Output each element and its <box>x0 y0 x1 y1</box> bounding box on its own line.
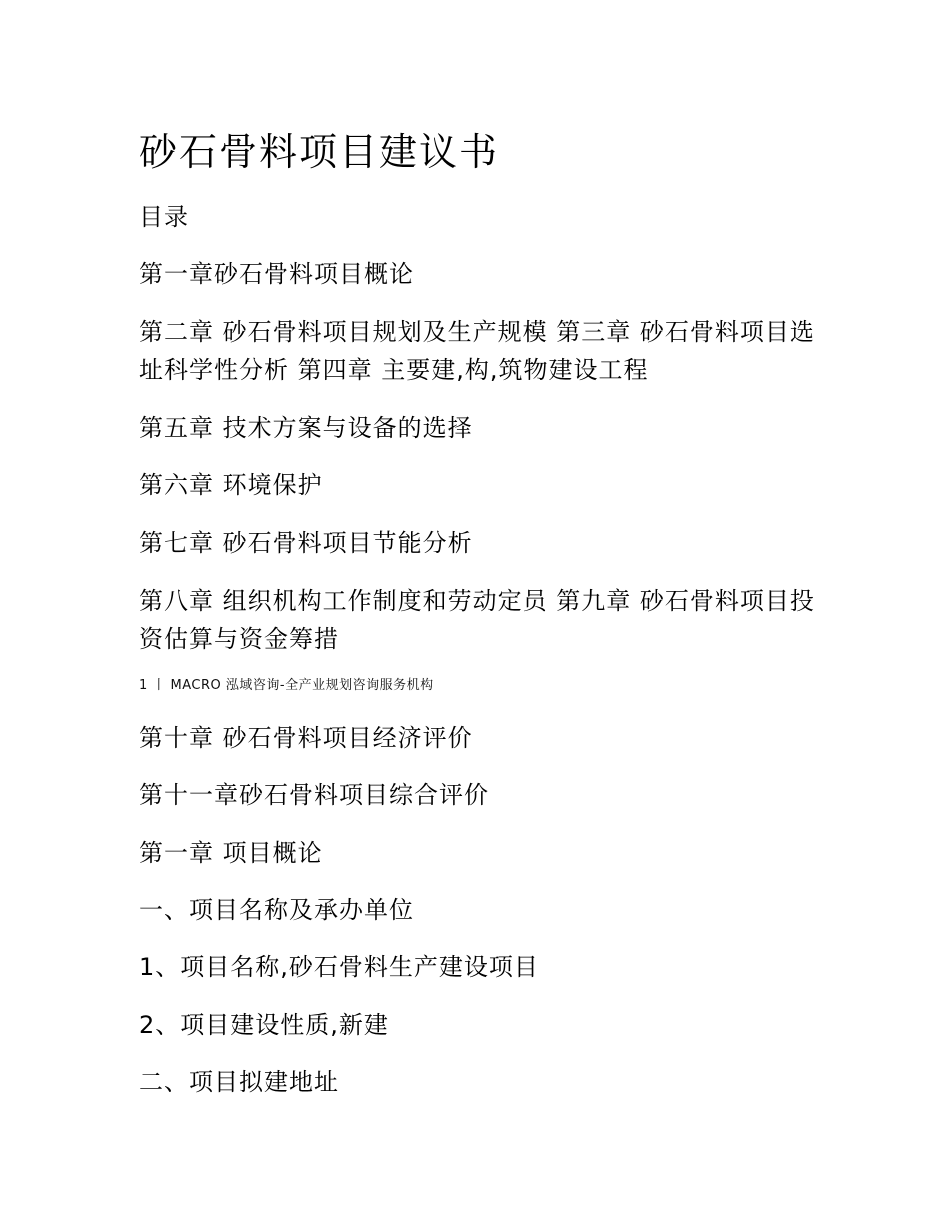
item-project-name: 1、项目名称,砂石骨料生产建设项目 <box>139 953 539 981</box>
toc-entry-chapter-10: 第十章 砂石骨料项目经济评价 <box>139 724 473 752</box>
section-heading-1: 一、项目名称及承办单位 <box>139 896 414 924</box>
document-title: 砂石骨料项目建议书 <box>139 130 500 174</box>
toc-entry-chapter-6: 第六章 环境保护 <box>139 471 323 499</box>
toc-entry-chapter-11: 第十一章砂石骨料项目综合评价 <box>139 781 489 809</box>
toc-entry-chapters-2-4: 第二章 砂石骨料项目规划及生产规模 第三章 砂石骨料项目选址科学性分析 第四章 主要建,构,筑物建设工程 <box>139 318 815 384</box>
chapter-heading: 第一章 项目概论 <box>139 839 323 867</box>
toc-entry-chapter-1: 第一章砂石骨料项目概论 <box>139 260 414 288</box>
toc-heading: 目录 <box>139 203 189 231</box>
toc-entry-chapter-7: 第七章 砂石骨料项目节能分析 <box>139 529 473 557</box>
section-heading-2: 二、项目拟建地址 <box>139 1068 339 1096</box>
page-footer: 1 丨 MACRO 泓域咨询-全产业规划咨询服务机构 <box>139 678 434 693</box>
toc-entry-chapter-5: 第五章 技术方案与设备的选择 <box>139 414 473 442</box>
item-project-nature: 2、项目建设性质,新建 <box>139 1011 389 1039</box>
toc-entry-chapters-8-9: 第八章 组织机构工作制度和劳动定员 第九章 砂石骨料项目投资估算与资金筹措 <box>139 587 815 653</box>
